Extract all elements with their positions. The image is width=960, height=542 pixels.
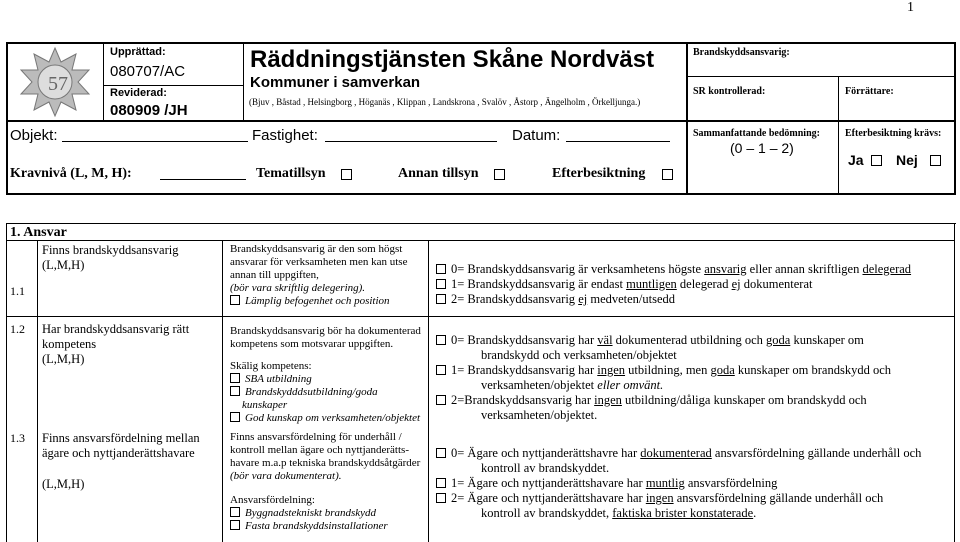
objekt-field[interactable]	[62, 141, 248, 142]
row-1-2-question: Har brandskyddsansvarig rätt kompetens (L,M,H)	[42, 322, 190, 366]
sammanfattande-label: Sammanfattande bedömning:	[693, 128, 820, 139]
fastighet-label: Fastighet:	[252, 127, 318, 144]
row-1-3-options: 0= Ägare och nyttjanderättshavre har dokumenterad ansvarsfördelning gällande underhåll och kontroll av brandskyddet. 1= Ägare och nyttjanderättshavare har muntlig ansvarsfördelning 2= Ägare och nyttjanderättshavare har ingen ansvarsfördelning gällande underhåll och kontroll av brandskyddet, faktiska brister konstaterade.	[436, 446, 952, 521]
efterbesiktning-kravs-label: Efterbesiktning krävs:	[845, 128, 942, 139]
row-1-1-question: Finns brandskyddsansvarig (L,M,H)	[42, 243, 179, 272]
row-1-1-guide: Brandskyddsansvarig är den som högst ansvarar för verksamheten men kan utse annan till uppgiften, (bör vara skriftlig delegering). Lämplig befogenhet och position	[230, 243, 408, 307]
forrattare-label: Förrättare:	[845, 86, 894, 97]
nej-checkbox[interactable]	[930, 155, 941, 166]
bedomning-scale: (0 – 1 – 2)	[730, 140, 794, 156]
checkbox-icon	[230, 373, 240, 383]
org-members: (Bjuv , Båstad , Helsingborg , Höganäs , Klippan , Landskrona , Svalöv , Åstorp , Ängelholm , Örkelljunga.)	[249, 97, 641, 107]
row-1-2-options: 0= Brandskyddsansvarig har väl dokumenterad utbildning och goda kunskaper om brandskydd och verksamheten/objektet 1= Brandskyddsansvarig har ingen utbildning, men goda kunskaper om brandskydd och verksamheten/objektet eller omvänt. 2=Brandskyddsansvarig har ingen utbildning/dåliga kunskaper om brandskydd och verksamheten/objektet.	[436, 333, 952, 423]
option[interactable]: 2= Ägare och nyttjanderättshavare har ingen ansvarsfördelning gällande underhåll och	[436, 491, 952, 506]
reviderad-label: Reviderad:	[110, 87, 167, 99]
checkbox-icon	[436, 365, 446, 375]
efterbesiktning-checkbox[interactable]	[662, 169, 673, 180]
checkbox-icon	[436, 264, 446, 274]
section-heading: 1. Ansvar	[10, 225, 67, 240]
svg-text:57: 57	[48, 73, 68, 95]
checkbox-icon	[436, 335, 446, 345]
row-1-3-number: 1.3	[10, 431, 25, 445]
option[interactable]: 1= Brandskyddsansvarig har ingen utbildning, men goda kunskaper om brandskydd och	[436, 363, 952, 378]
fastighet-field[interactable]	[325, 141, 497, 142]
option[interactable]: 1= Ägare och nyttjanderättshavare har muntlig ansvarsfördelning	[436, 476, 952, 491]
datum-field[interactable]	[566, 141, 670, 142]
option[interactable]: 2=Brandskyddsansvarig har ingen utbildning/dåliga kunskaper om brandskydd och	[436, 393, 952, 408]
org-title: Räddningstjänsten Skåne Nordväst	[250, 46, 655, 73]
checkbox-icon	[230, 386, 240, 396]
kravniva-field[interactable]	[160, 179, 246, 180]
checkbox-icon	[230, 412, 240, 422]
checkbox-icon	[230, 507, 240, 517]
nej-label: Nej	[896, 152, 918, 168]
option[interactable]: 2= Brandskyddsansvarig ej medveten/utsedd	[436, 292, 952, 307]
checkbox-icon	[436, 478, 446, 488]
option[interactable]: 0= Brandskyddsansvarig är verksamhetens högste ansvarig eller annan skriftligen delegerad	[436, 262, 952, 277]
checkbox-icon	[436, 395, 446, 405]
row-1-1-options	[436, 262, 952, 307]
row-1-2-number: 1.2	[10, 322, 25, 336]
row-1-2-guide: Brandskyddsansvarig bör ha dokumenterad kompetens som motsvarar uppgiften. Skälig kompetens: SBA utbildning Brandskydddsutbildning/goda kunskaper God kunskap om verksamheten/objektet	[230, 325, 421, 424]
annan-tillsyn-checkbox[interactable]	[494, 169, 505, 180]
checkbox-icon	[230, 520, 240, 530]
option[interactable]: 0= Ägare och nyttjanderättshavre har dokumenterad ansvarsfördelning gällande underhåll och	[436, 446, 952, 461]
tematillsyn-label: Tematillsyn	[256, 166, 326, 181]
checkbox-icon	[436, 493, 446, 503]
row-1-1-number: 1.1	[10, 284, 25, 298]
row-1-3-guide: Finns ansvarsfördelning för underhåll / kontroll mellan ägare och nyttjanderätts- havare m.a.p tekniska brandskyddsåtgärder (bör vara dokumenterat). Ansvarsfördelning: Byggnadstekniskt brandskydd Fasta brandskyddsinstallationer	[230, 431, 421, 532]
objekt-label: Objekt:	[10, 127, 58, 144]
row-1-3-question: Finns ansvarsfördelning mellan ägare och nyttjanderättshavare (L,M,H)	[42, 431, 200, 491]
kravniva-label: Kravnivå (L, M, H):	[10, 166, 132, 181]
page-number: 1	[907, 0, 914, 15]
ansvarig-label: Brandskyddsansvarig:	[693, 47, 790, 58]
ja-label: Ja	[848, 152, 864, 168]
reviderad-value: 080909 /JH	[110, 102, 188, 119]
checkbox-icon	[230, 295, 240, 305]
ja-checkbox[interactable]	[871, 155, 882, 166]
datum-label: Datum:	[512, 127, 561, 144]
org-subtitle: Kommuner i samverkan	[250, 74, 421, 91]
checkbox-icon	[436, 294, 446, 304]
option[interactable]: 1= Brandskyddsansvarig är endast muntligen delegerad ej dokumenterat	[436, 277, 952, 292]
annan-tillsyn-label: Annan tillsyn	[398, 166, 479, 181]
checkbox-icon	[436, 448, 446, 458]
sr-kontrollerad-label: SR kontrollerad:	[693, 86, 766, 97]
tematillsyn-checkbox[interactable]	[341, 169, 352, 180]
checkbox-icon	[436, 279, 446, 289]
upprattad-value: 080707/AC	[110, 63, 186, 80]
logo	[12, 46, 98, 118]
upprattad-label: Upprättad:	[110, 46, 166, 58]
option[interactable]: 0= Brandskyddsansvarig har väl dokumenterad utbildning och goda kunskaper om	[436, 333, 952, 348]
efterbesiktning-label: Efterbesiktning	[552, 166, 646, 181]
